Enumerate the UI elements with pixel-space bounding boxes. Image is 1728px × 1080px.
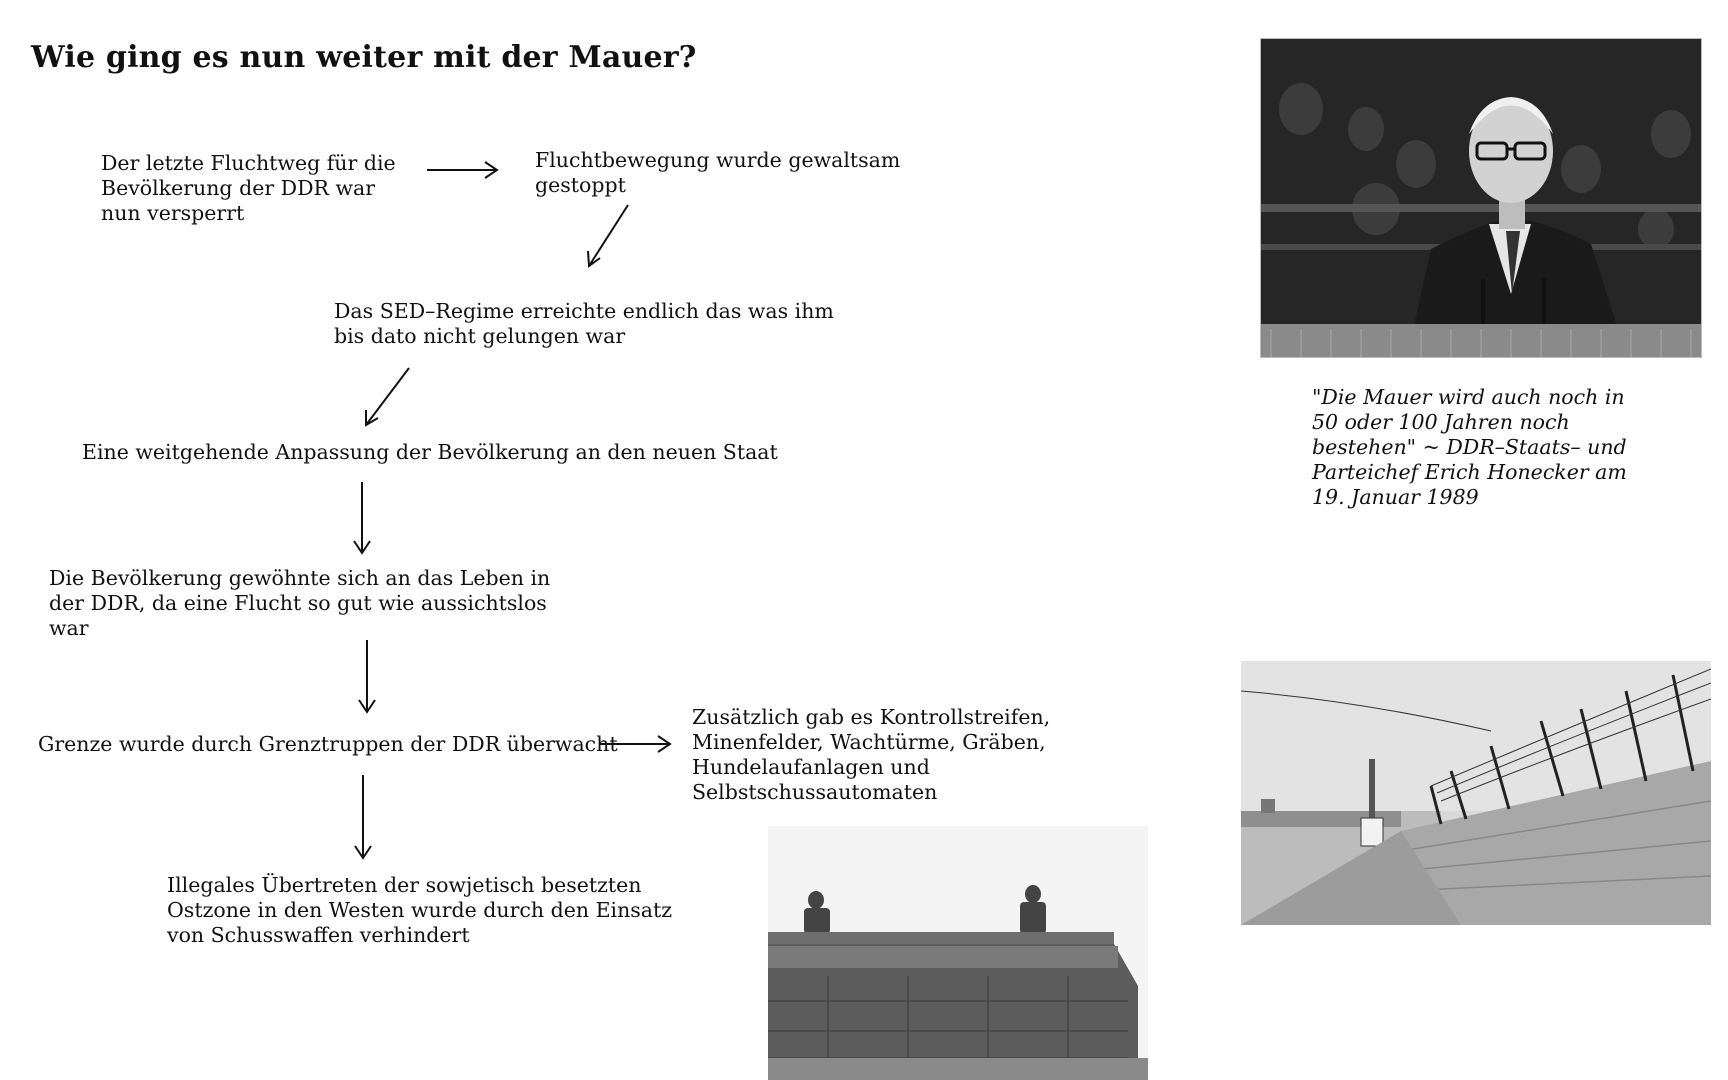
arrow-step2-to-step3 [588,205,628,266]
arrow-step5-to-step6 [359,640,375,712]
berlin-wall-photo [1241,661,1711,925]
flow-step-7: Zusätzlich gab es Kontrollstreifen, Minenfelder, Wachtürme, Gräben, Hundelaufanlagen und Selbstschussautomaten [692,705,1051,804]
arrow-step1-to-step2 [427,162,497,178]
flow-step-4: Eine weitgehende Anpassung der Bevölkerung an den neuen Staat [82,440,778,464]
flow-step-1: Der letzte Fluchtweg für die Bevölkerung der DDR war nun versperrt [101,151,396,225]
guards-rooftop-photo [768,826,1148,1080]
arrow-step3-to-step4 [366,368,409,425]
honecker-quote: "Die Mauer wird auch noch in 50 oder 100 Jahren noch bestehen" ~ DDR–Staats– und Parteichef Erich Honecker am 19. Januar 1989 [1312,385,1627,509]
flow-step-6: Grenze wurde durch Grenztruppen der DDR überwacht [38,732,618,756]
flow-step-2: Fluchtbewegung wurde gewaltsam gestoppt [535,148,901,197]
honecker-photo [1260,38,1702,358]
arrow-step6-to-step8 [355,775,371,858]
page-title: Wie ging es nun weiter mit der Mauer? [31,40,697,75]
flow-step-5: Die Bevölkerung gewöhnte sich an das Leben in der DDR, da eine Flucht so gut wie aussichtslos war [49,566,551,640]
flow-step-3: Das SED–Regime erreichte endlich das was ihm bis dato nicht gelungen war [334,299,834,348]
arrow-step4-to-step5 [354,482,370,553]
arrow-step6-to-step7 [600,736,670,752]
flow-step-8: Illegales Übertreten der sowjetisch besetzten Ostzone in den Westen wurde durch den Einsatz von Schusswaffen verhindert [167,873,673,947]
